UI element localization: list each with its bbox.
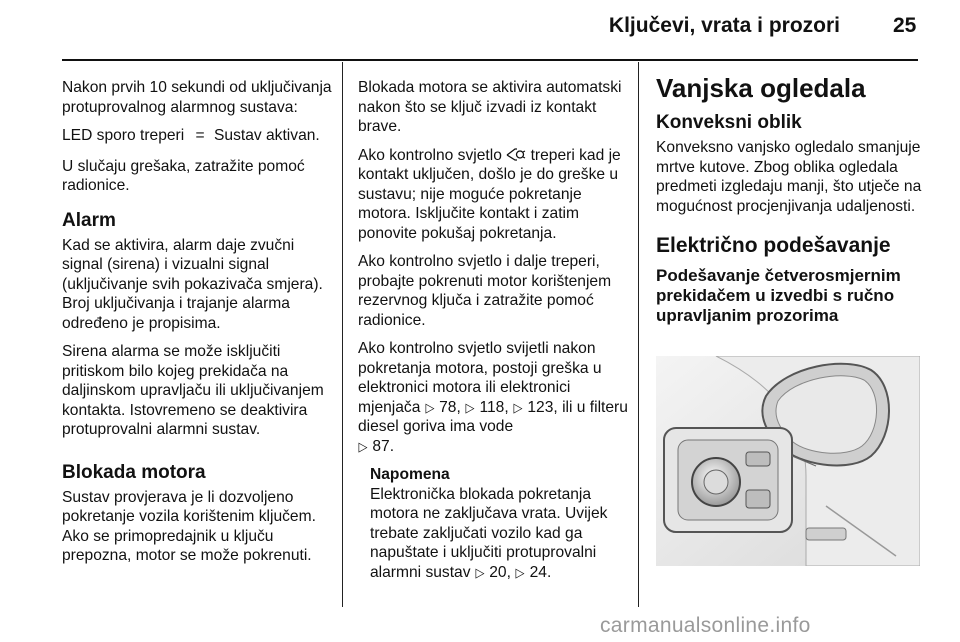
note-box [370, 465, 630, 582]
electric-adjustment-heading: Električno podešavanje [656, 234, 891, 257]
convex-paragraph: Konveksno vanjsko ogledalo smanjuje mrtve kutove. Zbog oblika ogledala predmeti izgledaju manji, što utječe na mogućnost procjenjivanja udaljenosti. [656, 139, 922, 215]
section-title: Vanjska ogledala [656, 73, 866, 103]
reference-link[interactable]: 78, [439, 398, 461, 416]
note-body: Elektronička blokada pokretanja motora ne zaključava vrata. Uvijek trebate zaključati vozilo kad ga napuštate i uključiti protuprovalni alarmni sustav [370, 485, 608, 581]
reference-link[interactable]: 87. [372, 437, 395, 455]
reference-arrow-icon: ▷ [515, 564, 525, 580]
reference-arrow-icon: ▷ [358, 438, 368, 454]
note-title: Napomena [370, 466, 450, 483]
column-divider-2 [638, 62, 639, 607]
engine-fault-text-b: ili u filteru diesel goriva ima vode [358, 398, 628, 435]
header-rule [62, 59, 918, 61]
reference-arrow-icon: ▷ [513, 399, 523, 415]
led-state: LED sporo treperi [62, 127, 185, 144]
column-1 [62, 78, 334, 575]
column-3 [656, 72, 922, 326]
reference-link[interactable]: 118, [479, 398, 509, 416]
immobiliser-paragraph: Sustav provjerava je li dozvoljeno pokretanje vozila korištenim ključem. Ako se primopredajnik u ključu prepozna, motor se može pokrenuti. [62, 488, 316, 564]
note-text [370, 485, 630, 583]
immobiliser-warning-icon [506, 147, 530, 164]
four-way-switch-heading: Podešavanje četverosmjernim prekidačem u izvedbi s ručno upravljanim prozorima [656, 265, 901, 325]
intro-paragraph: Nakon prvih 10 sekundi od uključivanja protuprovalnog alarmnog sustava: [62, 79, 332, 116]
mirror-switch-illustration [656, 356, 920, 566]
column-2 [358, 78, 630, 582]
reference-arrow-icon: ▷ [425, 399, 435, 415]
convex-heading: Konveksni oblik [656, 112, 802, 133]
engine-fault-text-a: Ako kontrolno svjetlo svijetli nakon pokretanja motora, postoji greška u elektronici motora ili elektronici mjenjača [358, 340, 602, 416]
fault-paragraph: U slučaju grešaka, zatražite pomoć radionice. [62, 157, 305, 194]
immobiliser-activation-paragraph: Blokada motora se aktivira automatski nakon što se ključ izvadi iz kontakt brave. [358, 79, 622, 135]
header-title: Ključevi, vrata i prozori [608, 14, 840, 37]
reference-link[interactable]: 20, [489, 563, 511, 581]
alarm-paragraph-2: Sirena alarma se može isključiti pritiskom bilo kojeg prekidača na daljinskom upravljaču ili uključivanjem kontakta. Istovremeno se deaktivira protuprovalni alarmni sustav. [62, 343, 324, 438]
reference-link[interactable]: 24. [529, 563, 552, 581]
column-divider-1 [342, 62, 343, 607]
reference-arrow-icon: ▷ [465, 399, 475, 415]
reference-link[interactable]: 123, [527, 398, 558, 416]
led-status-row [62, 126, 334, 146]
reference-arrow-icon: ▷ [475, 564, 485, 580]
engine-fault-paragraph [358, 339, 630, 456]
spare-key-paragraph: Ako kontrolno svjetlo i dalje treperi, probajte pokrenuti motor korištenjem rezervnog ključa i zatražite pomoć radionice. [358, 253, 612, 329]
alarm-heading: Alarm [62, 209, 116, 231]
immobiliser-heading: Blokada motora [62, 461, 206, 483]
page-number: 25 [893, 14, 917, 37]
led-meaning: Sustav aktivan. [214, 127, 320, 144]
warning-light-paragraph [358, 146, 630, 244]
equals-sign: = [195, 127, 205, 144]
warning-light-text-a: Ako kontrolno svjetlo [358, 146, 502, 164]
watermark: carmanualsonline.info [600, 614, 811, 637]
warning-light-text-b: treperi kad je kontakt uključen, došlo je do greške u sustavu; nije moguće pokretanje motora. Isključite kontakt i zatim ponovite pokušaj pokretanja. [358, 146, 621, 242]
alarm-paragraph-1: Kad se aktivira, alarm daje zvučni signal (sirena) i vizualni signal (uključivanje svih pokazivača smjera). Broj uključivanja i trajanje alarma određeno je propisima. [62, 236, 323, 332]
